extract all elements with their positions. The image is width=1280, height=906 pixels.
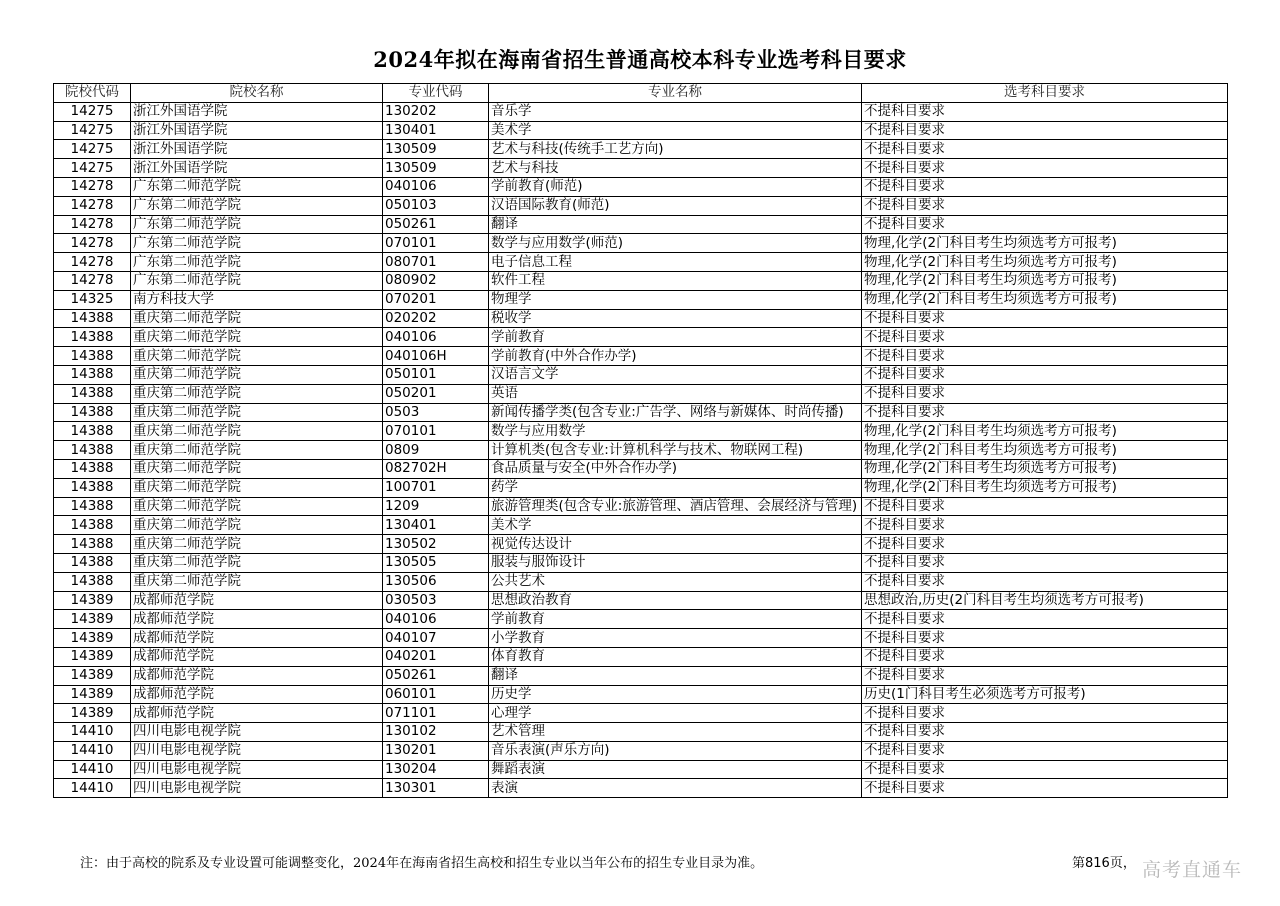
major-code-cell: 050101 — [383, 365, 489, 384]
table-row — [54, 666, 1228, 685]
table-row — [54, 459, 1228, 478]
requirement-cell: 不提科目要求 — [862, 328, 1228, 347]
requirement-cell: 物理,化学(2门科目考生均须选考方可报考) — [862, 478, 1228, 497]
header-school-name: 院校名称 — [131, 84, 383, 103]
school-name-cell: 成都师范学院 — [131, 666, 383, 685]
major-code-cell: 070201 — [383, 290, 489, 309]
table-row — [54, 215, 1228, 234]
school-code-cell: 14388 — [54, 328, 131, 347]
school-code-cell: 14389 — [54, 610, 131, 629]
major-code-cell: 100701 — [383, 478, 489, 497]
school-code-cell: 14388 — [54, 572, 131, 591]
major-code-cell: 080902 — [383, 271, 489, 290]
requirement-cell: 不提科目要求 — [862, 140, 1228, 159]
requirement-cell: 不提科目要求 — [862, 704, 1228, 723]
requirement-cell: 不提科目要求 — [862, 760, 1228, 779]
requirement-cell: 不提科目要求 — [862, 666, 1228, 685]
requirement-cell: 物理,化学(2门科目考生均须选考方可报考) — [862, 271, 1228, 290]
major-code-cell: 130502 — [383, 535, 489, 554]
header-school-code: 院校代码 — [54, 84, 131, 103]
major-name-cell: 表演 — [489, 779, 862, 798]
major-code-cell: 040106 — [383, 177, 489, 196]
major-code-cell: 0503 — [383, 403, 489, 422]
school-name-cell: 重庆第二师范学院 — [131, 422, 383, 441]
major-name-cell: 美术学 — [489, 516, 862, 535]
table-row — [54, 422, 1228, 441]
requirement-cell: 历史(1门科目考生必须选考方可报考) — [862, 685, 1228, 704]
school-code-cell: 14388 — [54, 365, 131, 384]
school-name-cell: 重庆第二师范学院 — [131, 403, 383, 422]
school-code-cell: 14389 — [54, 591, 131, 610]
major-name-cell: 食品质量与安全(中外合作办学) — [489, 459, 862, 478]
school-name-cell: 重庆第二师范学院 — [131, 365, 383, 384]
table-row — [54, 591, 1228, 610]
school-name-cell: 重庆第二师范学院 — [131, 384, 383, 403]
school-name-cell: 成都师范学院 — [131, 629, 383, 648]
table-row — [54, 403, 1228, 422]
major-code-cell: 130505 — [383, 553, 489, 572]
footnote: 注：由于高校的院系及专业设置可能调整变化，2024年在海南省招生高校和招生专业以当年公布的招生专业目录为准。 — [80, 856, 764, 871]
school-code-cell: 14388 — [54, 535, 131, 554]
school-code-cell: 14388 — [54, 422, 131, 441]
school-name-cell: 成都师范学院 — [131, 591, 383, 610]
school-code-cell: 14278 — [54, 177, 131, 196]
table-row — [54, 572, 1228, 591]
major-code-cell: 080701 — [383, 253, 489, 272]
page-title: 2024年拟在海南省招生普通高校本科专业选考科目要求 — [373, 47, 907, 72]
table-row — [54, 535, 1228, 554]
requirement-cell: 不提科目要求 — [862, 741, 1228, 760]
major-name-cell: 电子信息工程 — [489, 253, 862, 272]
school-name-cell: 重庆第二师范学院 — [131, 572, 383, 591]
table-row — [54, 290, 1228, 309]
requirement-cell: 物理,化学(2门科目考生均须选考方可报考) — [862, 234, 1228, 253]
school-name-cell: 广东第二师范学院 — [131, 234, 383, 253]
school-name-cell: 浙江外国语学院 — [131, 121, 383, 140]
school-code-cell: 14325 — [54, 290, 131, 309]
requirement-cell: 不提科目要求 — [862, 610, 1228, 629]
table-row — [54, 779, 1228, 798]
requirement-cell: 物理,化学(2门科目考生均须选考方可报考) — [862, 459, 1228, 478]
table-row — [54, 516, 1228, 535]
major-code-cell: 1209 — [383, 497, 489, 516]
requirement-cell: 不提科目要求 — [862, 196, 1228, 215]
requirement-cell: 不提科目要求 — [862, 384, 1228, 403]
school-code-cell: 14278 — [54, 234, 131, 253]
table-row — [54, 140, 1228, 159]
school-name-cell: 浙江外国语学院 — [131, 140, 383, 159]
major-name-cell: 药学 — [489, 478, 862, 497]
major-code-cell: 070101 — [383, 422, 489, 441]
school-code-cell: 14278 — [54, 196, 131, 215]
requirement-cell: 物理,化学(2门科目考生均须选考方可报考) — [862, 441, 1228, 460]
major-code-cell: 0809 — [383, 441, 489, 460]
major-name-cell: 数学与应用数学(师范) — [489, 234, 862, 253]
school-code-cell: 14389 — [54, 629, 131, 648]
school-name-cell: 重庆第二师范学院 — [131, 553, 383, 572]
major-code-cell: 040107 — [383, 629, 489, 648]
school-code-cell: 14388 — [54, 384, 131, 403]
major-name-cell: 翻译 — [489, 215, 862, 234]
requirement-cell: 不提科目要求 — [862, 365, 1228, 384]
major-code-cell: 082702H — [383, 459, 489, 478]
school-name-cell: 成都师范学院 — [131, 610, 383, 629]
major-name-cell: 软件工程 — [489, 271, 862, 290]
school-code-cell: 14388 — [54, 459, 131, 478]
header-major-name: 专业名称 — [489, 84, 862, 103]
requirement-cell: 不提科目要求 — [862, 629, 1228, 648]
school-name-cell: 重庆第二师范学院 — [131, 497, 383, 516]
major-code-cell: 050261 — [383, 215, 489, 234]
major-name-cell: 音乐表演(声乐方向) — [489, 741, 862, 760]
major-code-cell: 071101 — [383, 704, 489, 723]
major-name-cell: 视觉传达设计 — [489, 535, 862, 554]
table-header-row — [54, 84, 1228, 103]
school-name-cell: 南方科技大学 — [131, 290, 383, 309]
major-name-cell: 思想政治教育 — [489, 591, 862, 610]
major-name-cell: 服装与服饰设计 — [489, 553, 862, 572]
major-code-cell: 050103 — [383, 196, 489, 215]
school-code-cell: 14388 — [54, 478, 131, 497]
major-name-cell: 旅游管理类(包含专业:旅游管理、酒店管理、会展经济与管理) — [489, 497, 862, 516]
school-code-cell: 14278 — [54, 253, 131, 272]
school-code-cell: 14388 — [54, 403, 131, 422]
table-row — [54, 741, 1228, 760]
major-name-cell: 艺术管理 — [489, 723, 862, 742]
major-code-cell: 130401 — [383, 516, 489, 535]
table-row — [54, 647, 1228, 666]
requirement-cell: 不提科目要求 — [862, 215, 1228, 234]
major-name-cell: 学前教育(中外合作办学) — [489, 347, 862, 366]
school-code-cell: 14389 — [54, 666, 131, 685]
school-code-cell: 14275 — [54, 121, 131, 140]
requirement-cell: 不提科目要求 — [862, 572, 1228, 591]
school-code-cell: 14388 — [54, 347, 131, 366]
major-code-cell: 130506 — [383, 572, 489, 591]
school-code-cell: 14388 — [54, 516, 131, 535]
major-code-cell: 130201 — [383, 741, 489, 760]
major-name-cell: 汉语言文学 — [489, 365, 862, 384]
school-name-cell: 重庆第二师范学院 — [131, 459, 383, 478]
requirement-cell: 不提科目要求 — [862, 309, 1228, 328]
header-subject-requirement: 选考科目要求 — [862, 84, 1228, 103]
major-name-cell: 小学教育 — [489, 629, 862, 648]
school-code-cell: 14275 — [54, 102, 131, 121]
school-name-cell: 广东第二师范学院 — [131, 196, 383, 215]
requirement-cell: 不提科目要求 — [862, 403, 1228, 422]
school-code-cell: 14278 — [54, 271, 131, 290]
major-code-cell: 040201 — [383, 647, 489, 666]
requirement-cell: 不提科目要求 — [862, 647, 1228, 666]
school-name-cell: 广东第二师范学院 — [131, 177, 383, 196]
requirement-cell: 不提科目要求 — [862, 497, 1228, 516]
school-name-cell: 广东第二师范学院 — [131, 215, 383, 234]
school-code-cell: 14410 — [54, 779, 131, 798]
major-name-cell: 汉语国际教育(师范) — [489, 196, 862, 215]
major-name-cell: 体育教育 — [489, 647, 862, 666]
table-row — [54, 177, 1228, 196]
school-code-cell: 14389 — [54, 685, 131, 704]
table-row — [54, 102, 1228, 121]
school-code-cell: 14388 — [54, 497, 131, 516]
requirement-cell: 不提科目要求 — [862, 347, 1228, 366]
school-name-cell: 重庆第二师范学院 — [131, 309, 383, 328]
table-row — [54, 553, 1228, 572]
requirement-cell: 思想政治,历史(2门科目考生均须选考方可报考) — [862, 591, 1228, 610]
major-code-cell: 130401 — [383, 121, 489, 140]
major-name-cell: 新闻传播学类(包含专业:广告学、网络与新媒体、时尚传播) — [489, 403, 862, 422]
major-name-cell: 翻译 — [489, 666, 862, 685]
table-row — [54, 497, 1228, 516]
major-code-cell: 040106 — [383, 328, 489, 347]
major-code-cell: 050261 — [383, 666, 489, 685]
school-name-cell: 广东第二师范学院 — [131, 271, 383, 290]
major-code-cell: 070101 — [383, 234, 489, 253]
school-name-cell: 重庆第二师范学院 — [131, 441, 383, 460]
table-row — [54, 271, 1228, 290]
requirement-cell: 不提科目要求 — [862, 553, 1228, 572]
major-code-cell: 130509 — [383, 140, 489, 159]
table-row — [54, 478, 1228, 497]
major-code-cell: 040106H — [383, 347, 489, 366]
table-row — [54, 704, 1228, 723]
watermark: 高考直通车 — [1142, 859, 1243, 881]
school-name-cell: 重庆第二师范学院 — [131, 347, 383, 366]
major-code-cell: 130301 — [383, 779, 489, 798]
school-code-cell: 14388 — [54, 553, 131, 572]
requirement-cell: 不提科目要求 — [862, 535, 1228, 554]
school-code-cell: 14388 — [54, 309, 131, 328]
requirement-cell: 不提科目要求 — [862, 159, 1228, 178]
school-name-cell: 四川电影电视学院 — [131, 760, 383, 779]
page-number: 第816页， — [1072, 856, 1136, 871]
major-code-cell: 130202 — [383, 102, 489, 121]
major-name-cell: 历史学 — [489, 685, 862, 704]
school-name-cell: 重庆第二师范学院 — [131, 516, 383, 535]
table-row — [54, 629, 1228, 648]
major-code-cell: 130102 — [383, 723, 489, 742]
school-name-cell: 重庆第二师范学院 — [131, 478, 383, 497]
table-row — [54, 384, 1228, 403]
major-code-cell: 130509 — [383, 159, 489, 178]
major-code-cell: 050201 — [383, 384, 489, 403]
school-name-cell: 成都师范学院 — [131, 704, 383, 723]
requirement-cell: 物理,化学(2门科目考生均须选考方可报考) — [862, 422, 1228, 441]
table-body — [54, 102, 1228, 797]
school-code-cell: 14389 — [54, 647, 131, 666]
major-name-cell: 公共艺术 — [489, 572, 862, 591]
requirement-cell: 不提科目要求 — [862, 102, 1228, 121]
table-row — [54, 309, 1228, 328]
requirement-cell: 不提科目要求 — [862, 121, 1228, 140]
school-name-cell: 浙江外国语学院 — [131, 159, 383, 178]
school-code-cell: 14275 — [54, 159, 131, 178]
table-row — [54, 196, 1228, 215]
table-row — [54, 253, 1228, 272]
major-name-cell: 数学与应用数学 — [489, 422, 862, 441]
school-name-cell: 四川电影电视学院 — [131, 741, 383, 760]
table-row — [54, 723, 1228, 742]
school-name-cell: 四川电影电视学院 — [131, 779, 383, 798]
major-name-cell: 税收学 — [489, 309, 862, 328]
major-name-cell: 艺术与科技 — [489, 159, 862, 178]
school-name-cell: 广东第二师范学院 — [131, 253, 383, 272]
table-row — [54, 159, 1228, 178]
school-code-cell: 14410 — [54, 741, 131, 760]
requirement-cell: 不提科目要求 — [862, 516, 1228, 535]
school-name-cell: 重庆第二师范学院 — [131, 535, 383, 554]
requirement-cell: 不提科目要求 — [862, 723, 1228, 742]
major-code-cell: 060101 — [383, 685, 489, 704]
school-code-cell: 14410 — [54, 760, 131, 779]
major-name-cell: 计算机类(包含专业:计算机科学与技术、物联网工程) — [489, 441, 862, 460]
table-row — [54, 234, 1228, 253]
major-name-cell: 心理学 — [489, 704, 862, 723]
major-code-cell: 130204 — [383, 760, 489, 779]
table-row — [54, 610, 1228, 629]
school-code-cell: 14275 — [54, 140, 131, 159]
major-name-cell: 舞蹈表演 — [489, 760, 862, 779]
major-name-cell: 音乐学 — [489, 102, 862, 121]
major-name-cell: 美术学 — [489, 121, 862, 140]
school-name-cell: 成都师范学院 — [131, 647, 383, 666]
school-code-cell: 14388 — [54, 441, 131, 460]
requirement-cell: 物理,化学(2门科目考生均须选考方可报考) — [862, 253, 1228, 272]
major-name-cell: 物理学 — [489, 290, 862, 309]
table-row — [54, 365, 1228, 384]
table-row — [54, 760, 1228, 779]
major-name-cell: 学前教育(师范) — [489, 177, 862, 196]
school-name-cell: 四川电影电视学院 — [131, 723, 383, 742]
requirement-cell: 物理,化学(2门科目考生均须选考方可报考) — [862, 290, 1228, 309]
major-name-cell: 学前教育 — [489, 328, 862, 347]
table-row — [54, 441, 1228, 460]
major-code-cell: 030503 — [383, 591, 489, 610]
school-code-cell: 14389 — [54, 704, 131, 723]
header-major-code: 专业代码 — [383, 84, 489, 103]
school-code-cell: 14278 — [54, 215, 131, 234]
table-row — [54, 685, 1228, 704]
table-row — [54, 328, 1228, 347]
table-row — [54, 347, 1228, 366]
school-name-cell: 浙江外国语学院 — [131, 102, 383, 121]
major-name-cell: 艺术与科技(传统手工艺方向) — [489, 140, 862, 159]
requirement-cell: 不提科目要求 — [862, 177, 1228, 196]
table-row — [54, 121, 1228, 140]
major-name-cell: 学前教育 — [489, 610, 862, 629]
major-code-cell: 020202 — [383, 309, 489, 328]
school-name-cell: 成都师范学院 — [131, 685, 383, 704]
requirement-cell: 不提科目要求 — [862, 779, 1228, 798]
major-code-cell: 040106 — [383, 610, 489, 629]
requirements-table — [53, 83, 1228, 798]
school-code-cell: 14410 — [54, 723, 131, 742]
school-name-cell: 重庆第二师范学院 — [131, 328, 383, 347]
major-name-cell: 英语 — [489, 384, 862, 403]
